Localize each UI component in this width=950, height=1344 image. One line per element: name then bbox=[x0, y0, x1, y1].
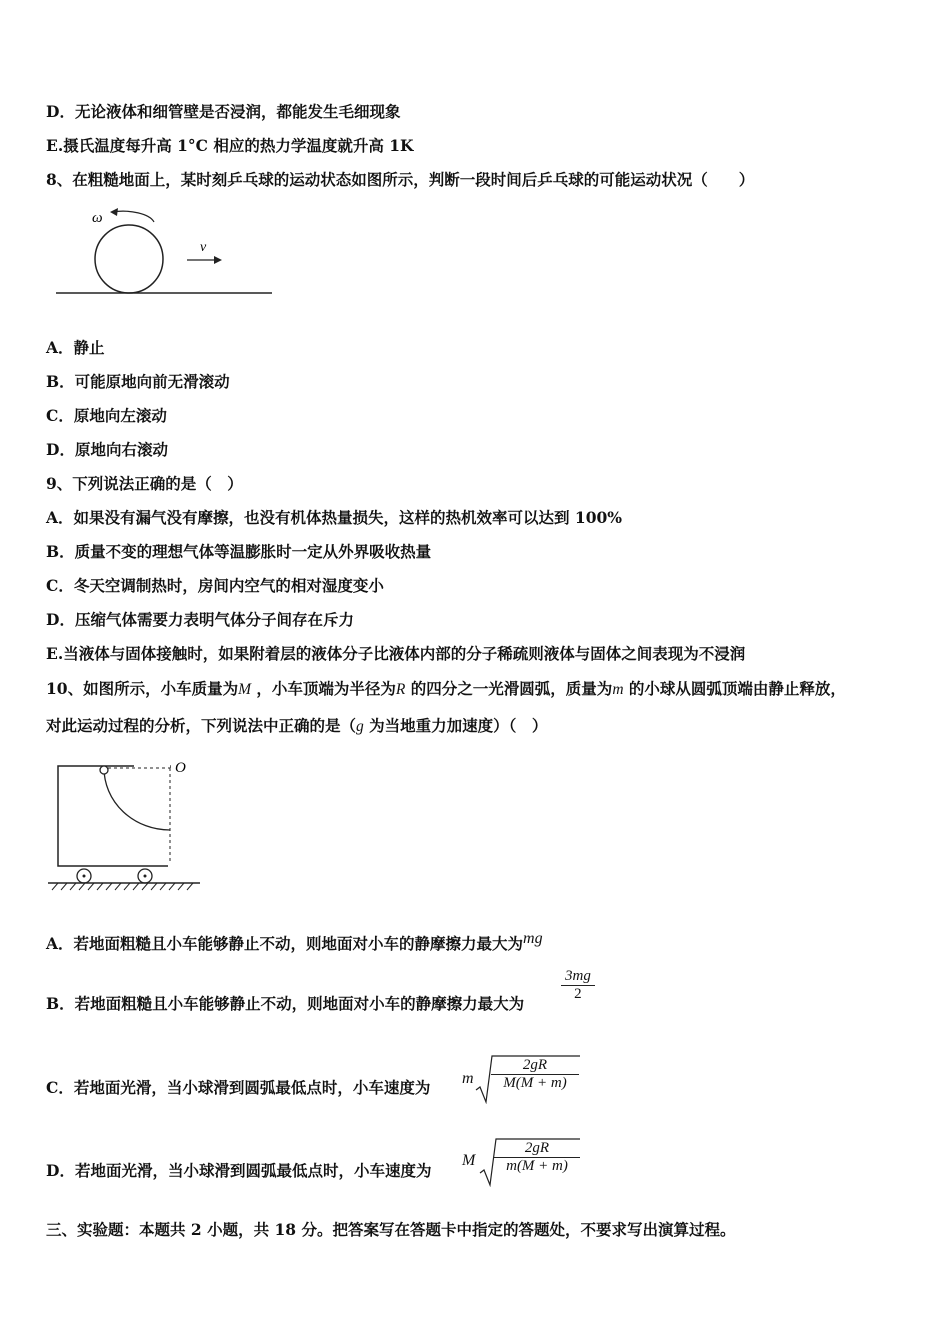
v-label: v bbox=[200, 240, 207, 255]
q9-option-e: E.当液体与固体接触时，如果附着层的液体分子比液体内部的分子稀疏则液体与固体之间表现为不浸润 bbox=[46, 644, 746, 663]
q8-stem: 8、在粗糙地面上，某时刻乒乓球的运动状态如图所示，判断一段时间后乒乓球的可能运动状况（ ） bbox=[46, 170, 755, 189]
q8-option-b: B．可能原地向前无滑滚动 bbox=[46, 372, 230, 391]
formula-mg: mg bbox=[523, 930, 543, 947]
q10-figure-cart bbox=[44, 756, 204, 894]
floor-hatching bbox=[52, 883, 193, 890]
q8-option-c: C．原地向左滚动 bbox=[46, 406, 167, 425]
option-c-coefficient: m bbox=[462, 1070, 474, 1087]
option-e-temperature: E.摄氏温度每升高 1°C 相应的热力学温度就升高 1K bbox=[46, 136, 414, 155]
q10-option-b: B．若地面粗糙且小车能够静止不动，则地面对小车的静摩擦力最大为 bbox=[46, 994, 525, 1013]
option-d-coefficient: M bbox=[462, 1152, 476, 1169]
cart-body bbox=[58, 766, 170, 866]
var-m: m bbox=[612, 681, 624, 698]
var-R: R bbox=[395, 681, 406, 698]
q9-option-a: A．如果没有漏气没有摩擦，也没有机体热量损失，这样的热机效率可以达到 100% bbox=[46, 508, 623, 527]
q9-option-d: D．压缩气体需要力表明气体分子间存在斥力 bbox=[46, 610, 354, 629]
q10-option-c: C．若地面光滑，当小球滑到圆弧最低点时，小车速度为 bbox=[46, 1078, 431, 1097]
velocity-arrowhead bbox=[214, 256, 222, 264]
q9-stem: 9、下列说法正确的是（ ） bbox=[46, 474, 243, 493]
rotation-arrowhead bbox=[110, 208, 118, 216]
small-ball bbox=[100, 766, 108, 774]
ball-circle bbox=[95, 225, 163, 293]
q8-option-a: A．静止 bbox=[46, 338, 105, 357]
var-M: M bbox=[238, 681, 251, 698]
formula-3mg-over-2: 3mg 2 bbox=[561, 968, 595, 1003]
q10-stem-line2: 对此运动过程的分析，下列说法中正确的是（g 为当地重力加速度）（ ） bbox=[46, 716, 548, 735]
formula-option-c: 2gR M(M + m) bbox=[491, 1057, 579, 1092]
q10-stem-line1: 10、如图所示，小车质量为M ，小车顶端为半径为R 的四分之一光滑圆弧，质量为m 的小球从圆弧顶端由静止释放， bbox=[46, 679, 846, 698]
formula-option-d: 2gR m(M + m) bbox=[494, 1140, 580, 1175]
q9-option-c: C．冬天空调制热时，房间内空气的相对湿度变小 bbox=[46, 576, 384, 595]
var-g: g bbox=[356, 718, 364, 735]
o-label: O bbox=[175, 760, 186, 776]
quarter-arc bbox=[104, 768, 170, 830]
rotation-arc bbox=[112, 211, 154, 222]
q9-option-b: B．质量不变的理想气体等温膨胀时一定从外界吸收热量 bbox=[46, 542, 432, 561]
q10-option-d: D．若地面光滑，当小球滑到圆弧最低点时，小车速度为 bbox=[46, 1161, 432, 1180]
q10-option-a: A．若地面粗糙且小车能够静止不动，则地面对小车的静摩擦力最大为mg bbox=[46, 930, 543, 953]
omega-label: ω bbox=[92, 210, 103, 226]
option-d-capillary: D．无论液体和细管壁是否浸润，都能发生毛细现象 bbox=[46, 102, 401, 121]
q8-option-d: D．原地向右滚动 bbox=[46, 440, 168, 459]
q8-figure-ball bbox=[50, 200, 280, 300]
section3-heading: 三、实验题：本题共 2 小题，共 18 分。把答案写在答题卡中指定的答题处，不要求写出演算过程。 bbox=[46, 1220, 736, 1239]
